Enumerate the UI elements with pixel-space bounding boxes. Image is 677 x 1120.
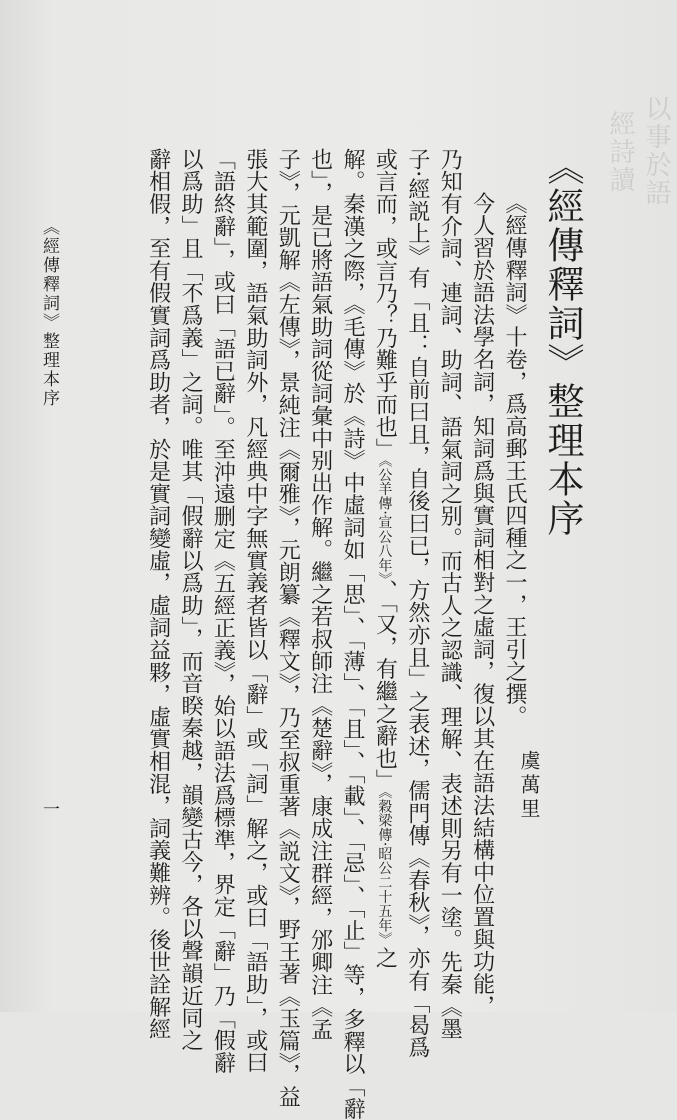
text-run: 之 [372,946,398,970]
page-title: 《經傳釋詞》整理本序 [541,148,584,538]
bleed-through-text-2: 經詩讀 [605,110,635,194]
author-name: 虞萬里 [517,750,541,822]
text-run: 、「又，有繼之辭也」 [372,579,398,792]
text-run: 今人習於語法學名詞，知詞爲與實詞相對之虛詞，復以其在語法結構中位置與功能， [469,192,495,1018]
text-run: 解。秦漢之際，《毛傳》於《詩》中虛詞如「思」、「薄」、「且」、「載」、「忌」、「止」等，多釋以「辭 [340,148,365,1120]
text-column [434,148,464,1040]
page-number: 一 [39,800,59,817]
text-run: 辭相假，至有假實詞爲助者，於是實詞變虛，虛詞益夥，虛實相混，詞義難辨。後世詮解經 [145,148,171,1040]
bleed-through-text: 以事於語 [641,95,671,207]
text-run: 也」，是已將語氣助詞從詞彙中别出作解。繼之若叔師注《楚辭》，康成注群經，邠卿注《孟 [307,148,333,1041]
text-run: 《經傳釋詞》十卷，爲高郵王氏四種之一，王引之撰。 [502,192,527,728]
text-column [175,148,205,1052]
text-column [499,148,529,928]
text-column [467,148,497,1018]
inline-note: 《穀梁傳·昭公二十五年》 [376,791,393,947]
text-column [402,148,432,1059]
text-column [207,148,237,1074]
text-column [143,148,173,1040]
text-column [272,148,302,1108]
inline-note: 《公羊傳·宣公八年》 [376,460,393,580]
text-run: 乃知有介詞、連詞、助詞、語氣詞之别。而古人之認識、理解、表述則另有一塗。先秦《墨 [437,148,463,1040]
text-column [337,148,367,1120]
text-column [240,148,270,1074]
text-run: 子》，元凱解《左傳》，景純注《爾雅》，元朗纂《釋文》，乃至叔重著《説文》，野王著《玉篇》，益 [275,148,301,1108]
text-run: 張大其範圍，語氣助詞外，凡經典中字無實義者皆以「辭」或「詞」解之，或曰「語助」，或曰 [242,148,268,1074]
text-column [369,148,399,970]
running-head: 《經傳釋詞》整理本序 [39,218,59,408]
text-run: 「語終辭」，或曰「語已辭」。至沖遠删定《五經正義》，始以語法爲標準，界定「辭」乃「假辭 [210,148,236,1074]
text-run: 或言而，或言乃？乃難乎而也」 [372,148,398,461]
text-column [305,148,335,1041]
text-run: 以爲助」且「不爲義」之詞。唯其「假辭以爲助」，而音睽秦越，韻變古今，各以聲韻近同之 [178,148,203,1052]
text-run: 子·經説上》有「且：自前曰且，自後曰已，方然亦且」之表述，儒門傳《春秋》，亦有「曷爲 [404,148,430,1059]
